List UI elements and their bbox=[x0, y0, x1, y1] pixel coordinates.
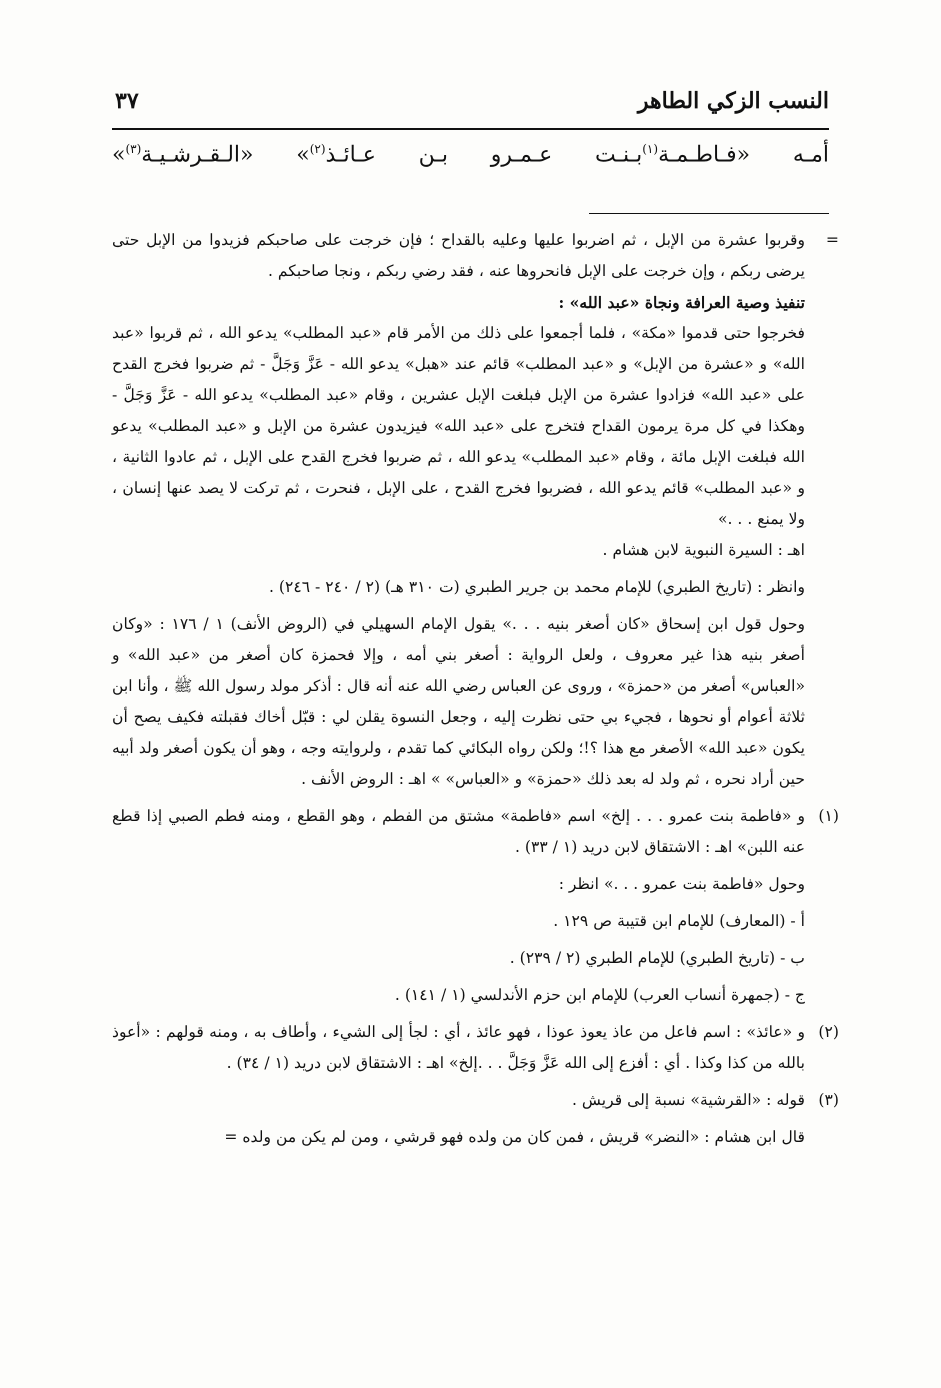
continued-note bbox=[112, 225, 839, 287]
running-title: النسب الزكي الطاهر bbox=[637, 88, 829, 114]
footnote-ref-2[interactable]: (٢) bbox=[309, 142, 326, 156]
continued-note-text: وقربوا عشرة من الإبل ، ثم اضربوا عليها وعليه بالقداح ؛ فإن خرجت على صاحبكم فزيدوا من الإبل حتى يرضى ربكم ، وإن خرجت على الإبل فانحروها عنه ، فقد رضي ربكم ، ونجا صاحبكم . bbox=[112, 231, 805, 280]
page-number: ٣٧ bbox=[115, 88, 139, 114]
reference-item: ج - (جمهرة أنساب العرب) للإمام ابن حزم الأندلسي (١ / ١٤١) . bbox=[394, 986, 805, 1004]
main-text-line bbox=[112, 142, 829, 167]
footnote-ref-3[interactable]: (٣) bbox=[125, 142, 142, 156]
note-paragraph: فخرجوا حتى قدموا «مكة» ، فلما أجمعوا على ذلك من الأمر قام «عبد المطلب» يدعو الله ، ثم قربوا «عبد الله» و «عشرة من الإبل» و «عبد المطلب» قائم عند «هبل» يدعو الله - عَزَّ وَجَلَّ - ثم ضربوا فخرج القدح على «عبد الله» فزادوا عشرة من الإبل فبلغت الإبل عشرين ، وقام «عبد المطلب» يدعو الله - عَزَّ وَجَلَّ - وهكذا في كل مرة يرمون القداح فتخرج على «عبد الله» فيزيدون عشرة من الإبل و «عبد المطلب» يدعو الله فبلغت الإبل مائة ، وقام «عبد المطلب» يدعو الله ، ثم ضربوا فخرج القدح على الإبل ، ثم عادوا الثانية ، و «عبد المطلب» قائم يدعو الله ، فضربوا فخرج القدح ، على الإبل ، فنحرت ، ثم تركت لا يصد عنها إنسان ، ولا يمنع . . .» bbox=[112, 324, 805, 528]
footnote-number: (٣) bbox=[818, 1091, 839, 1109]
footnote-ref-1[interactable]: (١) bbox=[642, 142, 659, 156]
main-text-part: بـنـت عـمـرو بـن عـائـذ bbox=[325, 142, 643, 168]
footnote-separator bbox=[589, 213, 829, 214]
footnote-2 bbox=[112, 1017, 839, 1079]
footnote-1 bbox=[112, 801, 839, 863]
footnote-text: قوله : «القرشية» نسبة إلى قريش . bbox=[571, 1091, 805, 1109]
main-text-part: » «الـقـرشـيـة bbox=[141, 142, 310, 168]
section-heading: تنفيذ وصية العرافة ونجاة «عبد الله» : bbox=[558, 293, 805, 312]
footnote-number: (١) bbox=[818, 807, 839, 825]
main-text-part: » bbox=[112, 142, 126, 168]
footnotes bbox=[112, 225, 839, 1153]
footnote-text: و «فاطمة بنت عمرو . . . إلخ» اسم «فاطمة» مشتق من الفطم ، وهو القطع ، ومنه فطم الصبي إذا قطع عنه اللبن» اهـ : الاشتقاق لابن دريد (١ / ٣٣) . bbox=[112, 807, 805, 856]
note-paragraph: وحول قول ابن إسحاق «كان أصغر بنيه . . .» يقول الإمام السهيلي في (الروض الأنف) ١ / ١٧٦ : «وكان أصغر بنيه هذا غير معروف ، ولعل الرواية : أصغر بني أمه ، وإلا فحمزة كان أصغر من «عبد الله» و «العباس» أصغر من «حمزة» ، وروى عن العباس رضي الله عنه أنه قال : أذكر مولد رسول الله ﷺ ، وأنا ابن ثلاثة أعوام أو نحوها ، فجيء بي حتى نظرت إليه ، وجعل النسوة يقلن لي : قبّل أخاك فقبلته فكيف يصح أن يكون «عبد الله» الأصغر مع هذا ؟!؛ ولكن رواه البكائي كما تقدم ، ولروايته وجه ، وهو أن يكون أصغر ولد أبيه حين أراد نحره ، ثم ولد له بعد ذلك «حمزة» و «العباس» » اهـ : الروض الأنف . bbox=[112, 615, 805, 788]
reference-item: أ - (المعارف) للإمام ابن قتيبة ص ١٢٩ . bbox=[553, 912, 805, 930]
running-head bbox=[115, 88, 829, 122]
source-line: اهـ : السيرة النبوية لابن هشام . bbox=[602, 541, 805, 559]
footnote-line: قال ابن هشام : «النضر» قريش ، فمن كان من ولده فهو قرشي ، ومن لم يكن من ولده = bbox=[224, 1128, 805, 1146]
footnote-3 bbox=[112, 1085, 839, 1116]
continuation-mark: = bbox=[825, 231, 839, 249]
footnote-text: و «عائذ» : اسم فاعل من عاذ يعوذ عوذا ، فهو عائذ ، أي : لجأ إلى الشيء ، وأطاف به ، ومنه قولهم : «أعوذ بالله من كذا وكذا . أي : أفزع إلى الله عَزَّ وَجَلَّ . . .إلخ» اهـ : الاشتقاق لابن دريد (١ / ٣٤) . bbox=[112, 1023, 805, 1072]
see-also-line: وانظر : (تاريخ الطبري) للإمام محمد بن جرير الطبري (ت ٣١٠ هـ) (٢ / ٢٤٠ - ٢٤٦) . bbox=[268, 578, 805, 596]
main-text-part: أمـه «فـاطـمـة bbox=[658, 142, 829, 168]
footnote-number: (٢) bbox=[818, 1023, 839, 1041]
header-rule bbox=[112, 128, 829, 130]
reference-item: ب - (تاريخ الطبري) للإمام الطبري (٢ / ٢٣٩) . bbox=[509, 949, 805, 967]
footnote-line: وحول «فاطمة بنت عمرو . . .» انظر : bbox=[558, 875, 805, 893]
